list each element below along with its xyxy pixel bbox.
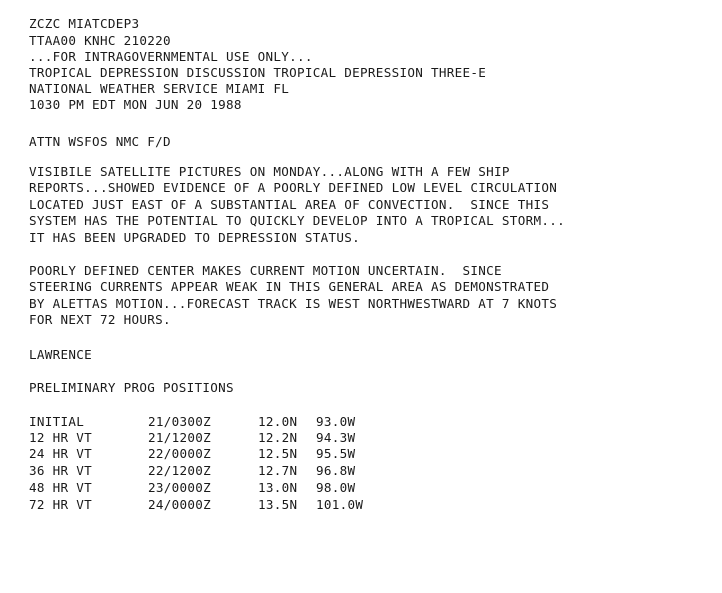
prog-lon: 95.5W	[316, 446, 356, 461]
header-line-code: ZCZC MIATCDEP3	[29, 16, 140, 31]
paragraph1-line: SYSTEM HAS THE POTENTIAL TO QUICKLY DEVELOP INTO A TROPICAL STORM...	[29, 213, 565, 228]
paragraph1-line: REPORTS...SHOWED EVIDENCE OF A POORLY DEFINED LOW LEVEL CIRCULATION	[29, 180, 558, 195]
paragraph1-line: VISIBILE SATELLITE PICTURES ON MONDAY...ALONG WITH A FEW SHIP	[29, 164, 510, 179]
prog-label: 36 HR VT	[29, 463, 93, 478]
prog-lat: 13.0N	[258, 480, 298, 495]
prog-label: 12 HR VT	[29, 430, 93, 445]
header-line-station: TTAA00 KNHC 210220	[29, 33, 171, 48]
prog-time: 21/1200Z	[148, 430, 212, 445]
prog-time: 22/1200Z	[148, 463, 212, 478]
prog-label: 48 HR VT	[29, 480, 93, 495]
prog-time: 22/0000Z	[148, 446, 212, 461]
prog-label: 24 HR VT	[29, 446, 93, 461]
prog-time: 24/0000Z	[148, 497, 212, 512]
prog-label: INITIAL	[29, 414, 85, 429]
prog-lon: 101.0W	[316, 497, 364, 512]
prog-lat: 13.5N	[258, 497, 298, 512]
paragraph1-line: LOCATED JUST EAST OF A SUBSTANTIAL AREA OF CONVECTION. SINCE THIS	[29, 197, 550, 212]
prog-label: 72 HR VT	[29, 497, 93, 512]
prog-row	[29, 463, 356, 479]
prog-time: 21/0300Z	[148, 414, 212, 429]
prog-row	[29, 480, 356, 496]
header-line-usage: ...FOR INTRAGOVERNMENTAL USE ONLY...	[29, 49, 313, 64]
prog-lon: 93.0W	[316, 414, 356, 429]
document-title: TROPICAL DEPRESSION DISCUSSION TROPICAL DEPRESSION THREE-E	[29, 65, 487, 80]
prog-row	[29, 430, 356, 446]
prog-row	[29, 414, 356, 430]
prog-lat: 12.2N	[258, 430, 298, 445]
prog-lon: 98.0W	[316, 480, 356, 495]
prog-row	[29, 497, 364, 513]
prog-lat: 12.5N	[258, 446, 298, 461]
prog-positions-title: PRELIMINARY PROG POSITIONS	[29, 380, 234, 395]
prog-row	[29, 446, 356, 462]
prog-lon: 96.8W	[316, 463, 356, 478]
attn-line: ATTN WSFOS NMC F/D	[29, 134, 171, 149]
prog-time: 23/0000Z	[148, 480, 212, 495]
prog-lat: 12.0N	[258, 414, 298, 429]
paragraph2-line: POORLY DEFINED CENTER MAKES CURRENT MOTION UNCERTAIN. SINCE	[29, 263, 502, 278]
forecaster-signature: LAWRENCE	[29, 347, 93, 362]
paragraph2-line: BY ALETTAS MOTION...FORECAST TRACK IS WEST NORTHWESTWARD AT 7 KNOTS	[29, 296, 558, 311]
paragraph2-line: STEERING CURRENTS APPEAR WEAK IN THIS GENERAL AREA AS DEMONSTRATED	[29, 279, 550, 294]
paragraph1-line: IT HAS BEEN UPGRADED TO DEPRESSION STATUS.	[29, 230, 361, 245]
issue-datetime: 1030 PM EDT MON JUN 20 1988	[29, 97, 242, 112]
issuing-office: NATIONAL WEATHER SERVICE MIAMI FL	[29, 81, 290, 96]
prog-lat: 12.7N	[258, 463, 298, 478]
paragraph2-line: FOR NEXT 72 HOURS.	[29, 312, 171, 327]
prog-lon: 94.3W	[316, 430, 356, 445]
